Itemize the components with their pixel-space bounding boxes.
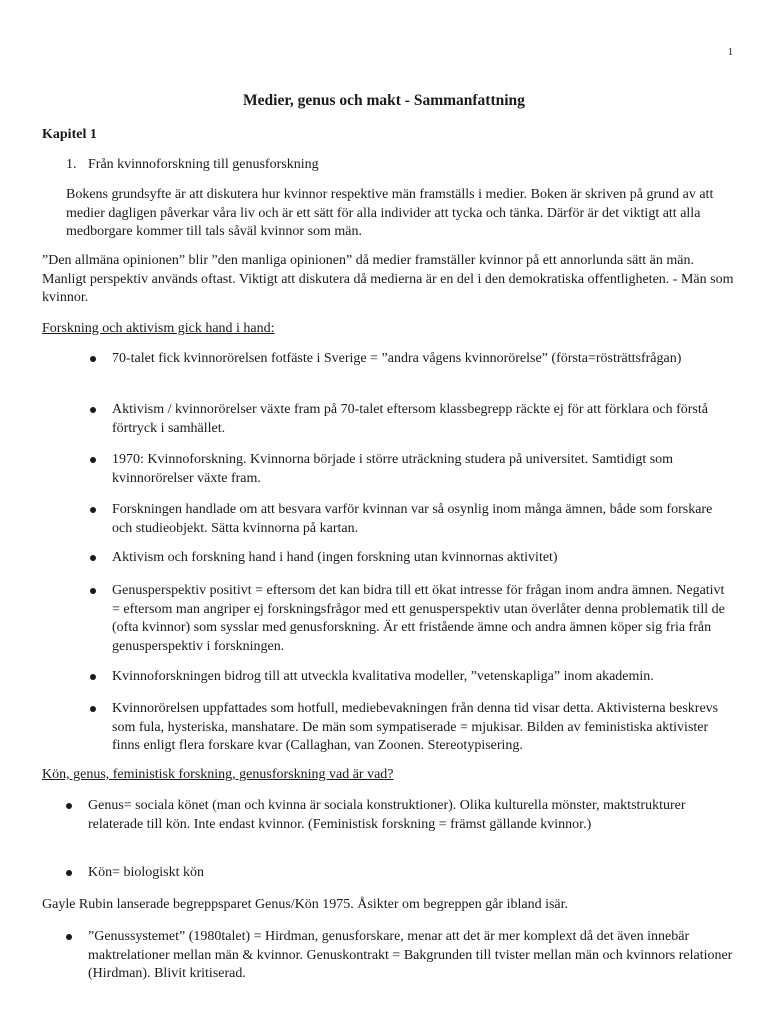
list-item-text: Genus= sociala könet (man och kvinna är sociala konstruktioner). Olika kulturella mönster, maktstrukturer relaterade till kön. Inte endast kvinnor. (Feministisk forskning = främst gällande kvinnor.) (88, 798, 686, 832)
bullet-icon (90, 555, 96, 561)
list-item-text: Aktivism / kvinnorörelser växte fram på 70-talet eftersom klassbegrepp räckte ej för att förklara och förstå förtryck i samhället. (112, 402, 708, 436)
list-item-text: 1970: Kvinnoforskning. Kvinnorna började i större uträckning studera på universitet. Samtidigt som kvinnorörelser växte fram. (112, 452, 674, 486)
list-item-text: Kön= biologiskt kön (88, 865, 205, 880)
subheading-gender: Kön, genus, feministisk forskning, genusforskning vad är vad? (42, 767, 394, 782)
subheading-research: Forskning och aktivism gick hand i hand: (42, 321, 275, 336)
section-number: 1. (66, 157, 77, 172)
bullet-icon (90, 674, 96, 680)
intro-paragraph: Bokens grundsyfte är att diskutera hur kvinnor respektive män framställs i medier. Boken är skriven på grund av att medier dagligen påverkar våra liv och är ett sätt för alla individer att tycka och tänka. Därför är det viktigt att alla medborgare kommer till tals såväl kvinnor som män. (66, 187, 714, 239)
list-item-text: Aktivism och forskning hand i hand (ingen forskning utan kvinnornas aktivitet) (112, 550, 558, 565)
bullet-icon (90, 457, 96, 463)
bullet-icon (90, 706, 96, 712)
list-item-text: Kvinnorörelsen uppfattades som hotfull, mediebevakningen från denna tid visar detta. Aktivisterna beskrevs som fula, hysteriska, manshatare. De män som sympatiserade = mjukisar. Bilden av feministiska aktivister finns enligt flera forskare kvar (Callaghan, van Zoonen. Stereotypisering. (112, 701, 719, 753)
section-heading-text: Från kvinnoforskning till genusforskning (88, 157, 319, 172)
list-item-text: ”Genussystemet” (1980talet) = Hirdman, genusforskare, menar att det är mer komplext då det även innebär maktrelationer mellan män & kvinnor. Genuskontrakt = Bakgrunden till tvister mellan män och kvinnors relationer (Hirdman). Blivit kritiserad. (88, 929, 733, 981)
rubin-paragraph: Gayle Rubin lanserade begreppsparet Genus/Kön 1975. Åsikter om begreppen går ibland isär. (42, 897, 569, 912)
list-item-text: 70-talet fick kvinnorörelsen fotfäste i Sverige = ”andra vågens kvinnorörelse” (första=rösträttsfrågan) (112, 351, 682, 366)
bullet-icon (66, 803, 72, 809)
bullet-icon (90, 407, 96, 413)
list-item-text: Genusperspektiv positivt = eftersom det kan bidra till ett ökat intresse för frågan inom andra ämnen. Negativt = eftersom man angriper ej forskningsfrågor med ett genusperspektiv utan överlåter denna problematik till de (ofta kvinnor) som sysslar med genusforskning. Är ett fristående ämne och andra ämnen köper sig fria från genusperspektiv i forskningen. (112, 583, 725, 654)
bullet-icon (66, 870, 72, 876)
chapter-heading: Kapitel 1 (42, 127, 97, 142)
opinion-paragraph: ”Den allmäna opinionen” blir ”den manliga opinionen” då medier framställer kvinnor på ett annorlunda sätt än män. Manligt perspektiv används oftast. Viktigt att diskutera då medierna är en del i den demokratiska offentligheten. - Män som kvinnor. (42, 253, 734, 305)
list-item-text: Forskningen handlade om att besvara varför kvinnan var så osynlig inom många ämnen, både som forskare och studieobjekt. Sätta kvinnorna på kartan. (112, 502, 713, 536)
page-number: 1 (728, 47, 733, 58)
list-item-text: Kvinnoforskningen bidrog till att utveckla kvalitativa modeller, ”vetenskapliga” inom akademin. (112, 669, 654, 684)
section-heading (66, 156, 726, 175)
bullet-icon (90, 588, 96, 594)
document-title: Medier, genus och makt - Sammanfattning (243, 92, 525, 109)
bullet-icon (90, 356, 96, 362)
bullet-icon (66, 934, 72, 940)
bullet-icon (90, 507, 96, 513)
